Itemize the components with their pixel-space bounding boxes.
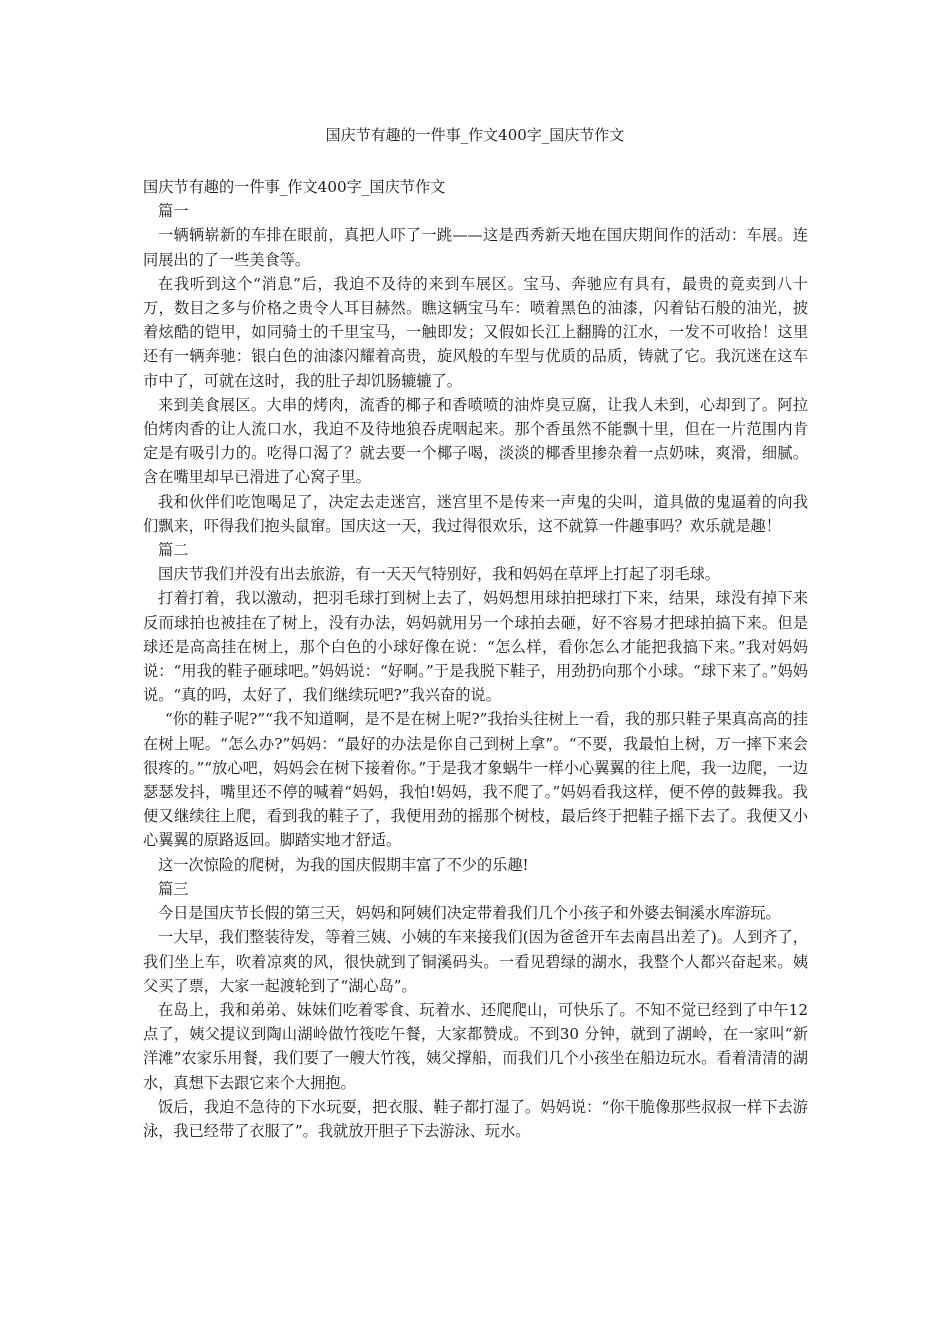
article-heading: 国庆节有趣的一件事_作文400字_国庆节作文 [143,178,446,196]
paragraph: 来到美食展区。大串的烤肉，流香的椰子和香喷喷的油炸臭豆腐，让我人未到，心却到了。阿拉伯烤肉香的让人流口水，我迫不及待地狼吞虎咽起来。那个香虽然不能飘十里，但在一片范围内肯定是有吸引力的。吃得口渴了？就去要一个椰子喝，淡淡的椰香里掺杂着一点奶味，爽滑，细腻。含在嘴里却早已滑进了心窝子里。 [143,395,808,487]
paragraph: 在岛上，我和弟弟、妹妹们吃着零食、玩着水、还爬爬山，可快乐了。不知不觉已经到了中午12点了，姨父提议到陶山湖岭做竹筏吃午餐，大家都赞成。不到30 分钟，就到了湖岭，在一家叫“新洋滩”农家乐用餐，我们要了一艘大竹筏，姨父撑船，而我们几个小孩坐在船边玩水。看着清清的湖水，真想下去跟它来个大拥抱。 [143,1000,808,1092]
paragraph: 打着打着，我以激动，把羽毛球打到树上去了，妈妈想用球拍把球打下来，结果，球没有掉下来反而球拍也被挂在了树上，没有办法，妈妈就用另一个球拍去砸，好不容易才把球拍搞下来。但是球还是高高挂在树上，那个白色的小球好像在说：“怎么样，看你怎么才能把我搞下来。”我对妈妈说：“用我的鞋子砸球吧。”妈妈说：“好啊。”于是我脱下鞋子，用劲扔向那个小球。“球下来了。”妈妈说。“真的吗，太好了，我们继续玩吧?”我兴奋的说。 [143,589,808,705]
document-body [143,175,808,1143]
paragraph: “你的鞋子呢?”“我不知道啊，是不是在树上呢?”我抬头往树上一看，我的那只鞋子果真高高的挂在树上呢。“怎么办?”妈妈：“最好的办法是你自己到树上拿”。“不要，我最怕上树，万一摔下来会很疼的。”“放心吧，妈妈会在树下接着你。”于是我才象蜗牛一样小心翼翼的往上爬，我一边爬，一边瑟瑟发抖，嘴里还不停的喊着“妈妈，我怕!妈妈，我不爬了。”妈妈看我这样，便不停的鼓舞我。我便又继续往上爬，看到我的鞋子了，我便用劲的摇那个树枝，最后终于把鞋子摇下去了。我便又小心翼翼的原路返回。脚踏实地才舒适。 [143,710,808,850]
paragraph: 这一次惊险的爬树，为我的国庆假期丰富了不少的乐趣! [158,855,529,874]
section-label-1: 篇一 [158,202,189,221]
paragraph: 今日是国庆节长假的第三天，妈妈和阿姨们决定带着我们几个小孩子和外婆去铜溪水库游玩。 [158,904,781,923]
paragraph: 饭后，我迫不急待的下水玩耍，把衣服、鞋子都打湿了。妈妈说：“你干脆像那些叔叔一样下去游泳，我已经带了衣服了”。我就放开胆子下去游泳、玩水。 [143,1097,808,1140]
paragraph: 一辆辆崭新的车排在眼前，真把人吓了一跳——这是西秀新天地在国庆期间作的活动：车展。连同展出的了一些美食等。 [143,226,808,269]
paragraph: 国庆节我们并没有出去旅游，有一天天气特别好，我和妈妈在草坪上打起了羽毛球。 [158,565,720,584]
document-title: 国庆节有趣的一件事_作文400字_国庆节作文 [325,126,625,144]
section-label-2: 篇二 [158,541,189,560]
paragraph: 我和伙伴们吃饱喝足了，决定去走迷宫，迷宫里不是传来一声鬼的尖叫，道具做的鬼逼着的向我们飘来，吓得我们抱头鼠窜。国庆这一天，我过得很欢乐，这不就算一件趣事吗？欢乐就是趣！ [143,492,808,535]
paragraph: 一大早，我们整装待发，等着三姨、小姨的车来接我们(因为爸爸开车去南昌出差了)。人到齐了，我们坐上车，吹着凉爽的风，很快就到了铜溪码头。一看见碧绿的湖水，我整个人都兴奋起来。姨父买了票，大家一起渡轮到了“湖心岛”。 [143,928,808,995]
section-label-3: 篇三 [158,879,189,898]
paragraph: 在我听到这个“消息”后，我迫不及待的来到车展区。宝马、奔驰应有具有，最贵的竟卖到八十万，数目之多与价格之贵令人耳目赫然。瞧这辆宝马车：喷着黑色的油漆，闪着钻石般的油光，披着炫酷的铠甲，如同骑士的千里宝马，一触即发；又假如长江上翻腾的江水，一发不可收拾！这里还有一辆奔驰：银白色的油漆闪耀着高贵，旋风般的车型与优质的品质，铸就了它。我沉迷在这车市中了，可就在这时，我的肚子却饥肠辘辘了。 [143,274,808,390]
